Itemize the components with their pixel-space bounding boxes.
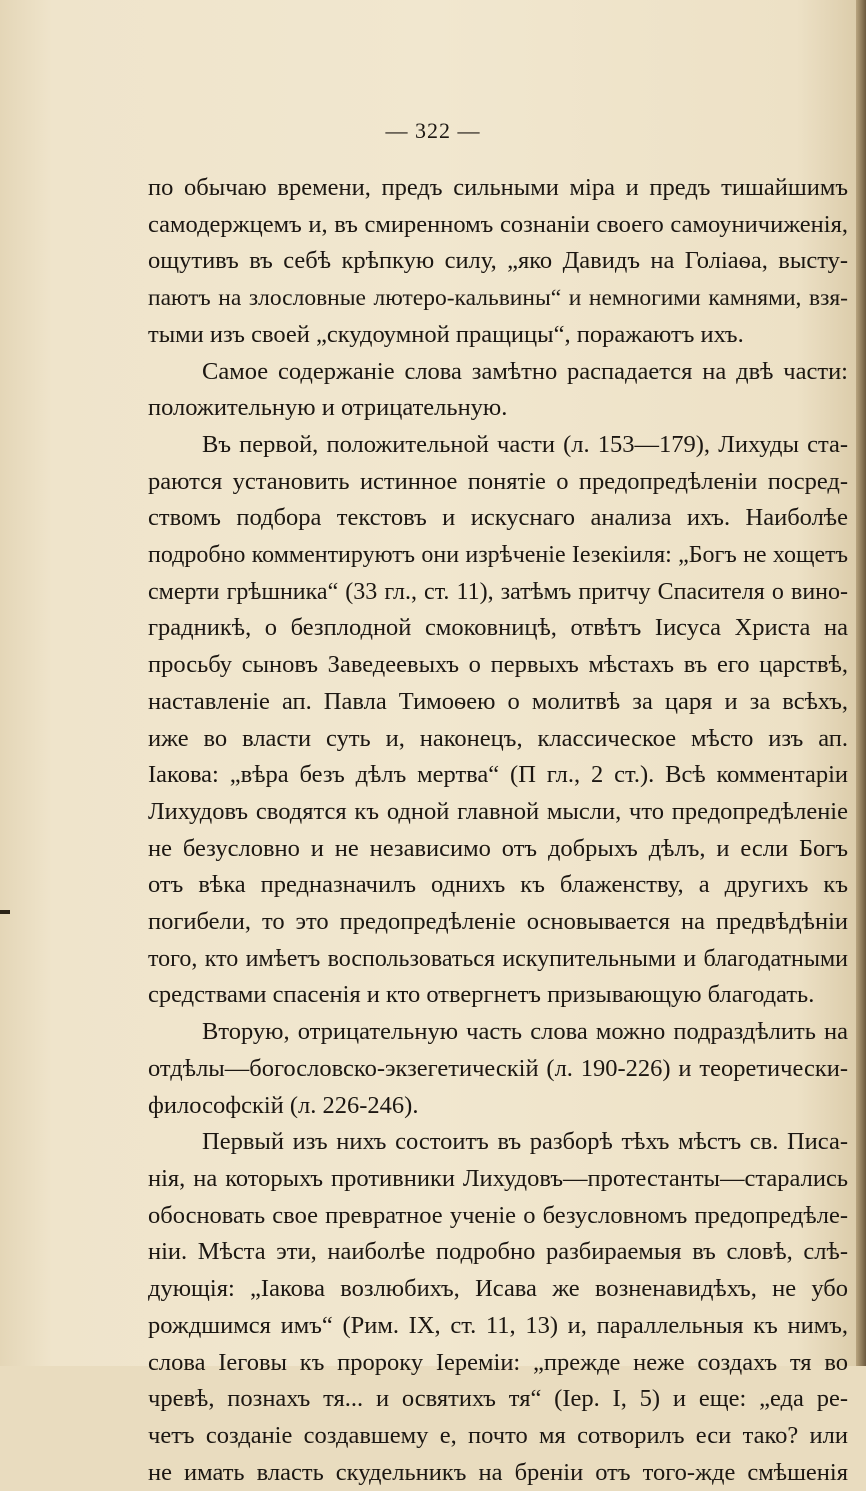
text-line: положительную и отрицательную. — [148, 394, 508, 422]
text-line: четъ созданіе создавшему е, почто мя сотворилъ еси тако? или — [148, 1421, 848, 1449]
text-line: ніи. Мѣста эти, наиболѣе подробно разбираемыя въ словѣ, слѣ- — [148, 1238, 848, 1266]
text-line: Въ первой, положительной части (л. 153—179), Лихуды ста- — [202, 430, 848, 458]
text-line: рождшимся имъ“ (Рим. IX, ст. 11, 13) и, параллельныя къ нимъ, — [148, 1311, 848, 1339]
text-line: философскій (л. 226-246). — [148, 1091, 419, 1119]
text-line: не безусловно и не независимо отъ добрыхъ дѣлъ, и если Богъ — [148, 834, 848, 862]
text-line: наставленіе ап. Павла Тимоѳею о молитвѣ за царя и за всѣхъ, — [148, 687, 848, 715]
text-line: того, кто имѣетъ воспользоваться искупительными и благодатными — [148, 945, 848, 972]
text-line: Іакова: „вѣра безъ дѣлъ мертва“ (П гл., 2 ст.). Всѣ комментаріи — [148, 761, 848, 789]
text-line: смерти грѣшника“ (33 гл., ст. 11), затѣмъ притчу Спасителя о вино- — [148, 578, 848, 605]
text-line: паютъ на злословные лютеро-кальвины“ и немногими камнями, взя- — [148, 285, 848, 312]
text-line: ствомъ подбора текстовъ и искуснаго анализа ихъ. Наиболѣе — [148, 504, 848, 532]
text-line: иже во власти суть и, наконецъ, классическое мѣсто изъ ап. — [148, 724, 848, 752]
text-line: Первый изъ нихъ состоитъ въ разборѣ тѣхъ мѣстъ св. Писа- — [202, 1128, 848, 1156]
text-line: самодержцемъ и, въ смиренномъ сознаніи своего самоуничиженія, — [148, 210, 848, 238]
text-line: ощутивъ въ себѣ крѣпкую силу, „яко Давидъ на Голіаѳа, высту- — [148, 247, 848, 275]
text-line: Лихудовъ сводятся къ одной главной мысли, что предопредѣленіе — [148, 797, 848, 825]
text-line: средствами спасенія и кто отвергнетъ призывающую благодать. — [148, 981, 815, 1009]
body-text — [148, 170, 848, 1491]
text-line: Вторую, отрицательную часть слова можно подраздѣлить на — [202, 1018, 848, 1046]
page-number: — 322 — — [385, 118, 481, 143]
text-line: просьбу сыновъ Заведеевыхъ о первыхъ мѣстахъ въ его царствѣ, — [148, 651, 848, 679]
text-line: не имать власть скудельникъ на бреніи отъ того-жде смѣшенія — [148, 1458, 848, 1486]
text-line: чревѣ, познахъ тя... и освятихъ тя“ (Іер. I, 5) и еще: „еда ре- — [148, 1385, 848, 1413]
text-line: по обычаю времени, предъ сильными міра и предъ тишайшимъ — [148, 174, 848, 201]
text-line: Самое содержаніе слова замѣтно распадается на двѣ части: — [202, 357, 848, 385]
text-line: дующія: „Іакова возлюбихъ, Исава же возненавидѣхъ, не убо — [148, 1275, 848, 1303]
book-spine-edge — [856, 0, 866, 1366]
text-line: отдѣлы—богословско-экзегетическій (л. 190-226) и теоретически- — [148, 1054, 848, 1082]
text-line: погибели, то это предопредѣленіе основывается на предвѣдѣніи — [148, 908, 848, 936]
text-line: раются установить истинное понятіе о предопредѣленіи посред- — [148, 467, 848, 495]
text-line: нія, на которыхъ противники Лихудовъ—протестанты—старались — [148, 1164, 848, 1192]
text-line: обосновать свое превратное ученіе о безусловномъ предопредѣле- — [148, 1201, 848, 1229]
text-line: подробно комментируютъ они изрѣченіе Іезекіиля: „Богъ не хощетъ — [148, 542, 848, 569]
text-line: слова Іеговы къ пророку Іереміи: „прежде неже создахъ тя во — [148, 1348, 848, 1376]
text-line: градникѣ, о безплодной смоковницѣ, отвѣтъ Іисуса Христа на — [148, 614, 848, 642]
text-line: отъ вѣка предназначилъ однихъ къ блаженству, а другихъ къ — [148, 871, 848, 899]
margin-mark — [0, 910, 10, 914]
text-line: тыми изъ своей „скудоумной пращицы“, поражаютъ ихъ. — [148, 320, 744, 348]
